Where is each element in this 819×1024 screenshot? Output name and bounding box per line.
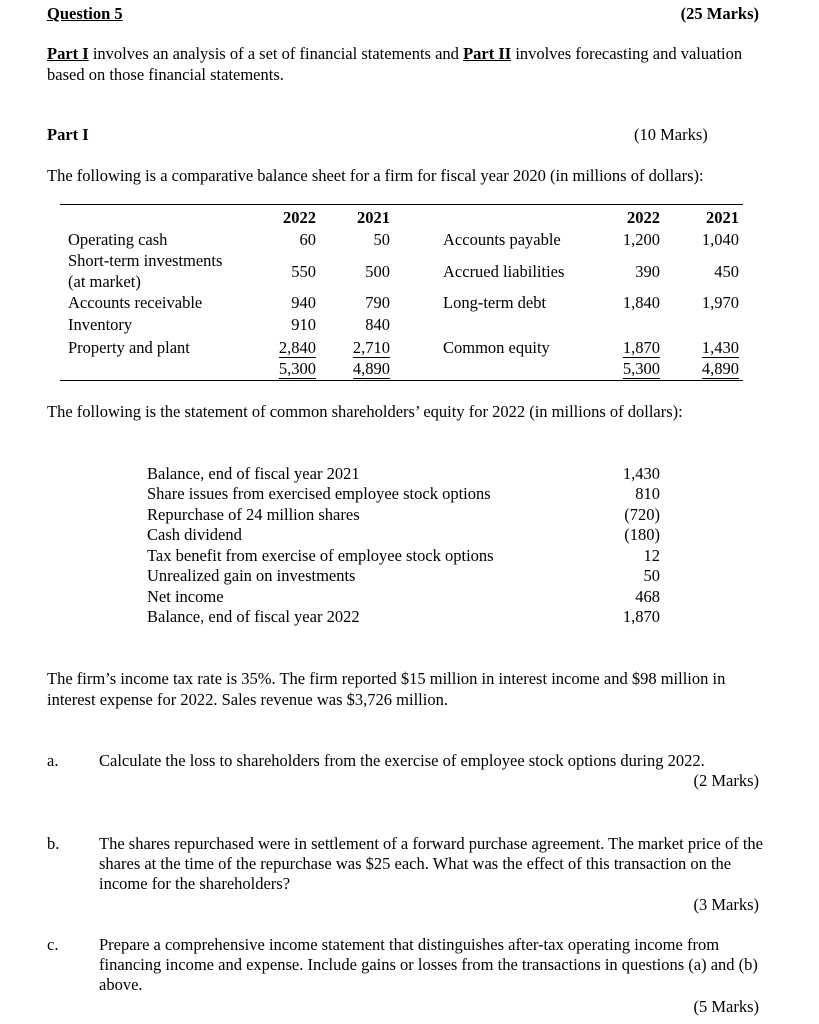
equity-value: 810: [635, 484, 660, 503]
question-text: The shares repurchased were in settlement of a forward purchase agreement. The market price of the shares at the time of the repurchase was $25 each. What was the effect of this transaction on the income for the shareholders?: [99, 834, 763, 893]
equity-value: (180): [624, 525, 660, 544]
liability-value-2021: 450: [714, 262, 739, 281]
intro-paragraph: [47, 43, 767, 85]
liability-value-2021: 1,970: [701, 293, 739, 312]
question-marks: (25 Marks): [680, 4, 759, 23]
liability-value-2022: 1,840: [622, 293, 660, 312]
liability-value-2022: 1,870: [622, 338, 660, 357]
question-letter: a.: [47, 751, 59, 770]
equity-label: Share issues from exercised employee stock options: [147, 484, 491, 503]
tax-note: The firm’s income tax rate is 35%. The firm reported $15 million in interest income and $98 million in interest expense for 2022. Sales revenue was $3,726 million.: [47, 669, 726, 709]
table-top-rule: [60, 204, 743, 205]
asset-label: Accounts receivable: [68, 293, 203, 312]
equity-label: Balance, end of fiscal year 2022: [147, 607, 360, 626]
asset-label: Property and plant: [68, 338, 190, 357]
asset-label: Inventory: [68, 315, 133, 334]
equity-value: (720): [624, 505, 660, 524]
liability-label: Common equity: [443, 338, 550, 357]
asset-value-2022: 910: [291, 315, 316, 334]
asset-value-2021: 790: [365, 293, 390, 312]
liability-label: Accrued liabilities: [443, 262, 565, 281]
question-title: Question 5: [47, 4, 123, 23]
liability-label: Accounts payable: [443, 230, 561, 249]
liabilities-total-2021: 4,890: [702, 359, 739, 381]
intro-text-2: involves forecasting and valuation based on those financial statements.: [47, 44, 743, 84]
equity-value: 50: [643, 566, 660, 585]
part-one-marks: (10 Marks): [634, 125, 708, 144]
equity-label: Tax benefit from exercise of employee stock options: [147, 546, 494, 565]
question-marks: (5 Marks): [693, 997, 759, 1016]
asset-value-2021: 2,710: [352, 338, 390, 357]
liability-value-2022: 1,200: [622, 230, 660, 249]
question-text: Prepare a comprehensive income statement that distinguishes after-tax operating income from financing income and expense. Include gains or losses from the transactions in questions (a) and (b) above.: [99, 935, 758, 994]
liabilities-total-2022: 5,300: [623, 359, 660, 381]
header-2022-assets: 2022: [283, 208, 316, 227]
assets-total-2022: 5,300: [279, 359, 316, 381]
equity-value: 1,430: [622, 464, 660, 483]
part-one-ref: Part I: [47, 44, 89, 63]
balance-sheet-intro: The following is a comparative balance sheet for a firm for fiscal year 2020 (in millions of dollars):: [47, 166, 704, 185]
liability-label: Long-term debt: [443, 293, 547, 312]
liability-value-2021: 1,430: [701, 338, 739, 357]
table-bottom-rule: [60, 380, 743, 381]
equity-label: Cash dividend: [147, 525, 242, 544]
asset-value-2021: 840: [365, 315, 390, 334]
question-letter: b.: [47, 834, 60, 853]
equity-statement-intro: The following is the statement of common shareholders’ equity for 2022 (in millions of dollars):: [47, 402, 683, 421]
equity-value: 1,870: [622, 607, 660, 626]
equity-label: Repurchase of 24 million shares: [147, 505, 360, 524]
header-2022-liabilities: 2022: [627, 208, 660, 227]
asset-value-2022: 940: [291, 293, 316, 312]
asset-value-2022: 2,840: [278, 338, 316, 357]
equity-value: 12: [643, 546, 660, 565]
equity-label: Net income: [147, 587, 224, 606]
equity-label: Balance, end of fiscal year 2021: [147, 464, 360, 483]
question-letter: c.: [47, 935, 59, 954]
asset-value-2021: 500: [365, 262, 390, 281]
intro-text-1: involves an analysis of a set of financial statements and: [88, 44, 464, 63]
question-marks: (3 Marks): [693, 895, 759, 914]
part-two-ref: Part II: [463, 44, 512, 63]
part-one-title: Part I: [47, 125, 89, 144]
asset-value-2021: 50: [373, 230, 390, 249]
equity-value: 468: [635, 587, 660, 606]
liability-value-2022: 390: [635, 262, 660, 281]
asset-label-cont: (at market): [68, 272, 141, 291]
header-2021-liabilities: 2021: [706, 208, 739, 227]
liability-value-2021: 1,040: [701, 230, 739, 249]
asset-value-2022: 550: [291, 262, 316, 281]
question-text: Calculate the loss to shareholders from the exercise of employee stock options during 2022.: [99, 751, 705, 770]
asset-label: Operating cash: [68, 230, 168, 249]
asset-value-2022: 60: [299, 230, 316, 249]
header-2021-assets: 2021: [357, 208, 390, 227]
question-marks: (2 Marks): [693, 771, 759, 790]
assets-total-2021: 4,890: [353, 359, 390, 381]
asset-label: Short-term investments: [68, 251, 223, 270]
equity-label: Unrealized gain on investments: [147, 566, 356, 585]
